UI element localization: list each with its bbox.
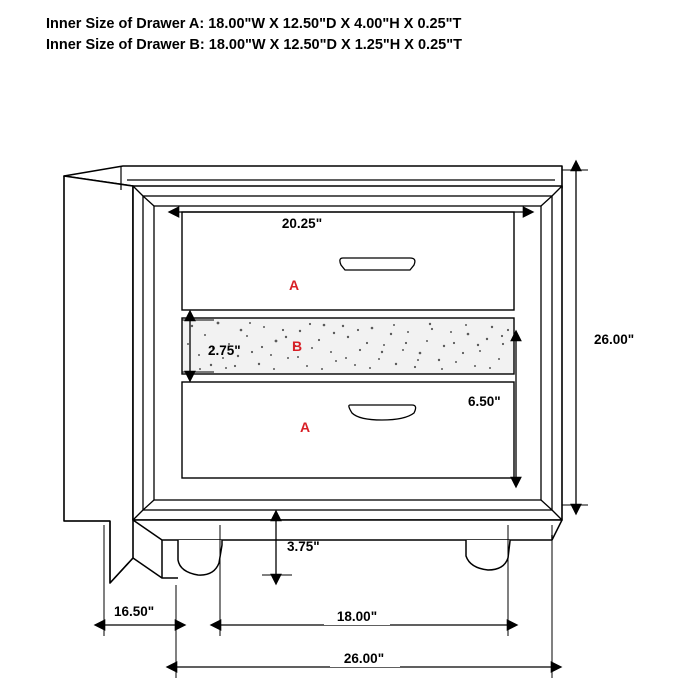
base-apron [133, 520, 562, 578]
label-drawer-b: B [291, 338, 303, 354]
base-foot-left [133, 558, 162, 578]
label-leg-height: 3.75" [287, 539, 320, 554]
header-line-drawer-a: Inner Size of Drawer A: 18.00"W X 12.50"D X 4.00"H X 0.25"T [46, 16, 462, 32]
label-width-top-inner: 20.25" [281, 216, 323, 231]
base-rail [133, 520, 562, 540]
label-front-inner-width: 18.00" [336, 609, 378, 624]
label-overall-height: 26.00" [594, 332, 635, 347]
drawer-handle-top[interactable] [340, 258, 415, 270]
drawer-a-bottom[interactable] [182, 382, 514, 478]
header-line-drawer-b: Inner Size of Drawer B: 18.00"W X 12.50"D X 1.25"H X 0.25"T [46, 37, 462, 53]
cabinet-left-side [64, 176, 133, 583]
base-bottom-edge [162, 540, 178, 578]
label-drawer-a-top: A [288, 277, 300, 293]
label-drawer-a-bottom-height: 6.50" [468, 394, 501, 409]
label-drawer-a-bottom: A [299, 419, 311, 435]
apron-curve-right [466, 540, 510, 570]
label-drawer-b-height: 2.75" [208, 343, 241, 358]
label-depth: 16.50" [114, 604, 155, 619]
label-overall-width: 26.00" [343, 651, 385, 666]
apron-curve-left [178, 540, 222, 575]
